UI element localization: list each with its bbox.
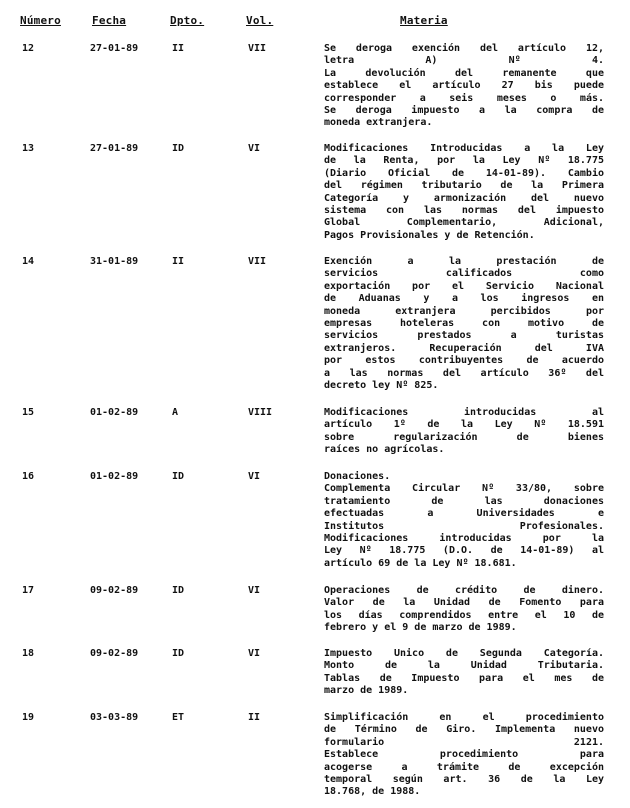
row-vol: II bbox=[248, 712, 261, 723]
row-vol: VII bbox=[248, 43, 267, 54]
row-materia bbox=[324, 256, 604, 392]
row-vol: VII bbox=[248, 256, 267, 267]
materia-line: Modificaciones introducidas al bbox=[324, 407, 604, 418]
row-depto: ID bbox=[172, 143, 185, 154]
materia-line: exportación por el Servicio Nacional bbox=[324, 280, 604, 292]
materia-line: Modificaciones Introducidas a la Ley bbox=[324, 143, 604, 154]
header-depto: Dpto. bbox=[170, 14, 205, 27]
materia-line: Institutos Profesionales. bbox=[324, 520, 604, 532]
header-numero: Número bbox=[20, 14, 61, 27]
materia-line: a las normas del artículo 36º del bbox=[324, 367, 604, 379]
row-depto: A bbox=[172, 407, 179, 418]
materia-line: moneda extranjera. bbox=[324, 117, 433, 129]
materia-line: raíces no agrícolas. bbox=[324, 444, 445, 456]
materia-line: Exención a la prestación de bbox=[324, 256, 604, 267]
row-numero: 17 bbox=[22, 585, 35, 596]
row-materia bbox=[324, 712, 604, 799]
row-materia bbox=[324, 471, 604, 570]
header-materia: Materia bbox=[400, 14, 448, 27]
row-depto: II bbox=[172, 43, 185, 54]
row-numero: 19 bbox=[22, 712, 35, 723]
row-materia bbox=[324, 143, 604, 242]
row-vol: VI bbox=[248, 648, 261, 659]
materia-line: Pagos Provisionales y de Retención. bbox=[324, 229, 535, 241]
materia-line: corresponder a seis meses o más. bbox=[324, 92, 604, 104]
materia-line: 18.768, de 1988. bbox=[324, 786, 421, 798]
materia-line: Modificaciones introducidas por la bbox=[324, 532, 604, 544]
materia-line: temporal según art. 36 de la Ley bbox=[324, 773, 604, 785]
materia-line: artículo 1º de la Ley Nº 18.591 bbox=[324, 419, 604, 431]
row-numero: 16 bbox=[22, 471, 35, 482]
row-fecha: 27-01-89 bbox=[90, 43, 139, 54]
materia-line: Simplificación en el procedimiento bbox=[324, 712, 604, 723]
row-numero: 18 bbox=[22, 648, 35, 659]
materia-line: Establece procedimiento para bbox=[324, 749, 604, 761]
materia-line: decreto ley Nº 825. bbox=[324, 379, 439, 391]
materia-line: Donaciones. bbox=[324, 471, 391, 482]
materia-line: febrero y el 9 de marzo de 1989. bbox=[324, 622, 517, 634]
materia-line: Valor de la Unidad de Fomento para bbox=[324, 597, 604, 609]
materia-line: de Aduanas y a los ingresos en bbox=[324, 293, 604, 305]
row-depto: ID bbox=[172, 585, 185, 596]
row-vol: VI bbox=[248, 143, 261, 154]
row-numero: 14 bbox=[22, 256, 35, 267]
row-fecha: 01-02-89 bbox=[90, 407, 139, 418]
row-vol: VI bbox=[248, 471, 261, 482]
materia-line: de la Renta, por la Ley Nº 18.775 bbox=[324, 155, 604, 167]
materia-line: Global Complementario, Adicional, bbox=[324, 217, 604, 229]
row-fecha: 31-01-89 bbox=[90, 256, 139, 267]
row-depto: ID bbox=[172, 471, 185, 482]
materia-line: Ley Nº 18.775 (D.O. de 14-01-89) al bbox=[324, 545, 604, 557]
materia-line: Monto de la Unidad Tributaria. bbox=[324, 660, 604, 672]
materia-line: marzo de 1989. bbox=[324, 685, 409, 697]
row-materia bbox=[324, 585, 604, 635]
row-numero: 13 bbox=[22, 143, 35, 154]
materia-line: artículo 69 de la Ley Nº 18.681. bbox=[324, 557, 517, 569]
materia-line: Tablas de Impuesto para el mes de bbox=[324, 672, 604, 684]
row-fecha: 09-02-89 bbox=[90, 648, 139, 659]
materia-line: de Término de Giro. Implementa nuevo bbox=[324, 724, 604, 736]
row-numero: 12 bbox=[22, 43, 35, 54]
row-numero: 15 bbox=[22, 407, 35, 418]
materia-line: extranjeros. Recuperación del IVA bbox=[324, 342, 604, 354]
row-fecha: 01-02-89 bbox=[90, 471, 139, 482]
materia-line: Impuesto Unico de Segunda Categoría. bbox=[324, 648, 604, 659]
materia-line: sistema con las normas del impuesto bbox=[324, 204, 604, 216]
row-depto: II bbox=[172, 256, 185, 267]
row-materia bbox=[324, 407, 604, 457]
materia-line: formulario 2121. bbox=[324, 736, 604, 748]
row-depto: ET bbox=[172, 712, 185, 723]
row-vol: VIII bbox=[248, 407, 273, 418]
header-fecha: Fecha bbox=[92, 14, 127, 27]
materia-line: Complementa Circular Nº 33/80, sobre bbox=[324, 483, 604, 495]
materia-line: servicios prestados a turistas bbox=[324, 330, 604, 342]
row-fecha: 03-03-89 bbox=[90, 712, 139, 723]
materia-line: servicios calificados como bbox=[324, 268, 604, 280]
materia-line: Se deroga impuesto a la compra de bbox=[324, 104, 604, 116]
materia-line: letra A) Nº 4. bbox=[324, 55, 604, 67]
materia-line: establece el artículo 27 bis puede bbox=[324, 80, 604, 92]
header-vol: Vol. bbox=[246, 14, 274, 27]
row-fecha: 09-02-89 bbox=[90, 585, 139, 596]
materia-line: del régimen tributario de la Primera bbox=[324, 180, 604, 192]
materia-line: empresas hoteleras con motivo de bbox=[324, 317, 604, 329]
materia-line: tratamiento de las donaciones bbox=[324, 495, 604, 507]
row-materia bbox=[324, 43, 604, 130]
row-materia bbox=[324, 648, 604, 698]
materia-line: efectuadas a Universidades e bbox=[324, 508, 604, 520]
materia-line: acogerse a trámite de excepción bbox=[324, 761, 604, 773]
materia-line: Operaciones de crédito de dinero. bbox=[324, 585, 604, 596]
materia-line: La devolución del remanente que bbox=[324, 67, 604, 79]
row-vol: VI bbox=[248, 585, 261, 596]
row-depto: ID bbox=[172, 648, 185, 659]
materia-line: Se deroga exención del artículo 12, bbox=[324, 43, 604, 54]
row-fecha: 27-01-89 bbox=[90, 143, 139, 154]
materia-line: por estos contribuyentes de acuerdo bbox=[324, 355, 604, 367]
materia-line: los días comprendidos entre el 10 de bbox=[324, 609, 604, 621]
materia-line: (Diario Oficial de 14-01-89). Cambio bbox=[324, 167, 604, 179]
materia-line: Categoría y armonización del nuevo bbox=[324, 192, 604, 204]
materia-line: moneda extranjera percibidos por bbox=[324, 305, 604, 317]
materia-line: sobre regularización de bienes bbox=[324, 431, 604, 443]
